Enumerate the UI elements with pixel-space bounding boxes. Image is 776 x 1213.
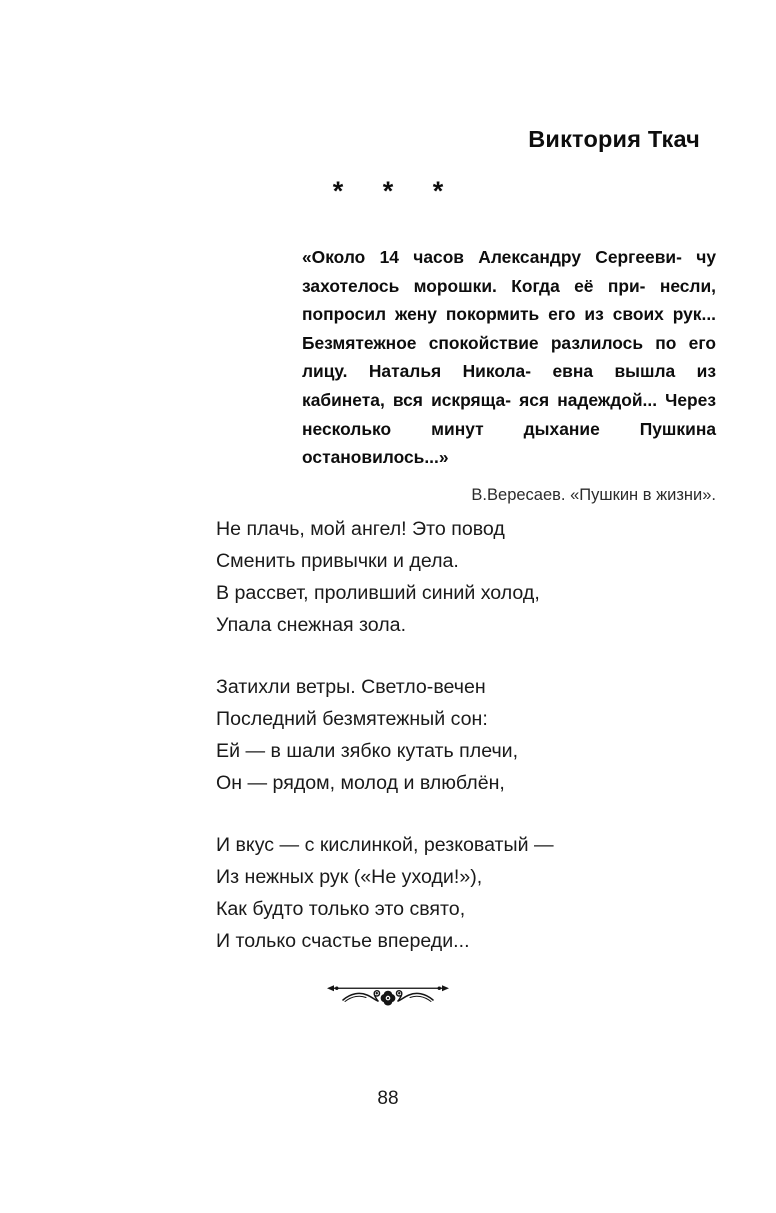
verse-line: Он — рядом, молод и влюблён, — [216, 772, 505, 794]
page-number-row — [0, 1088, 776, 1110]
verse-line: Затихли ветры. Светло-вечен — [216, 676, 486, 698]
epigraph-line: «Около 14 часов Александру Сергееви- — [302, 247, 682, 267]
verse-line: И вкус — с кислинкой, резковатый — — [216, 834, 554, 856]
floral-divider-icon — [323, 978, 453, 1012]
stanza — [216, 829, 686, 957]
verse-line: Ей — в шали зябко кутать плечи, — [216, 740, 519, 762]
poem-body — [216, 513, 686, 957]
epigraph-line: евна вышла из кабинета, вся искряща- — [302, 361, 717, 410]
epigraph-line: яся надеждой... Через несколько минут — [302, 389, 716, 439]
verse-line: И только счастье впереди... — [216, 930, 470, 952]
verse-line: В рассвет, проливший синий холод, — [216, 582, 540, 604]
author-name: Виктория Ткач — [528, 126, 700, 152]
author-heading — [60, 126, 700, 153]
epigraph-line: своих рук... Безмятежное спокойствие — [302, 304, 716, 353]
epigraph-text — [302, 243, 716, 472]
verse-line: Упала снежная зола. — [216, 614, 407, 636]
epigraph-line: чу захотелось морошки. Когда её при- — [302, 247, 716, 296]
verse-line: Последний безмятежный сон: — [216, 708, 488, 730]
epigraph-source: В.Вересаев. «Пушкин в жизни». — [471, 485, 716, 504]
poem-title-asterisks — [0, 178, 776, 205]
epigraph-line: несли, попросил жену покормить его из — [302, 275, 717, 325]
ornament-row — [0, 978, 776, 1012]
epigraph-block — [302, 243, 716, 506]
verse-line: Из нежных рук («Не уходи!»), — [216, 866, 483, 888]
verse-line: Сменить привычки и дела. — [216, 550, 459, 572]
epigraph-line: дыхание Пушкина остановилось...» — [302, 418, 716, 468]
verse-line: Не плачь, мой ангел! Это повод — [216, 518, 505, 540]
verse-line: Как будто только это свято, — [216, 898, 466, 920]
epigraph-line: разлилось по его лицу. Наталья Никола- — [302, 332, 716, 382]
stanza — [216, 513, 686, 641]
page-number: 88 — [377, 1088, 399, 1109]
stanza — [216, 671, 686, 799]
asterisk-separator: * * * — [332, 176, 460, 206]
